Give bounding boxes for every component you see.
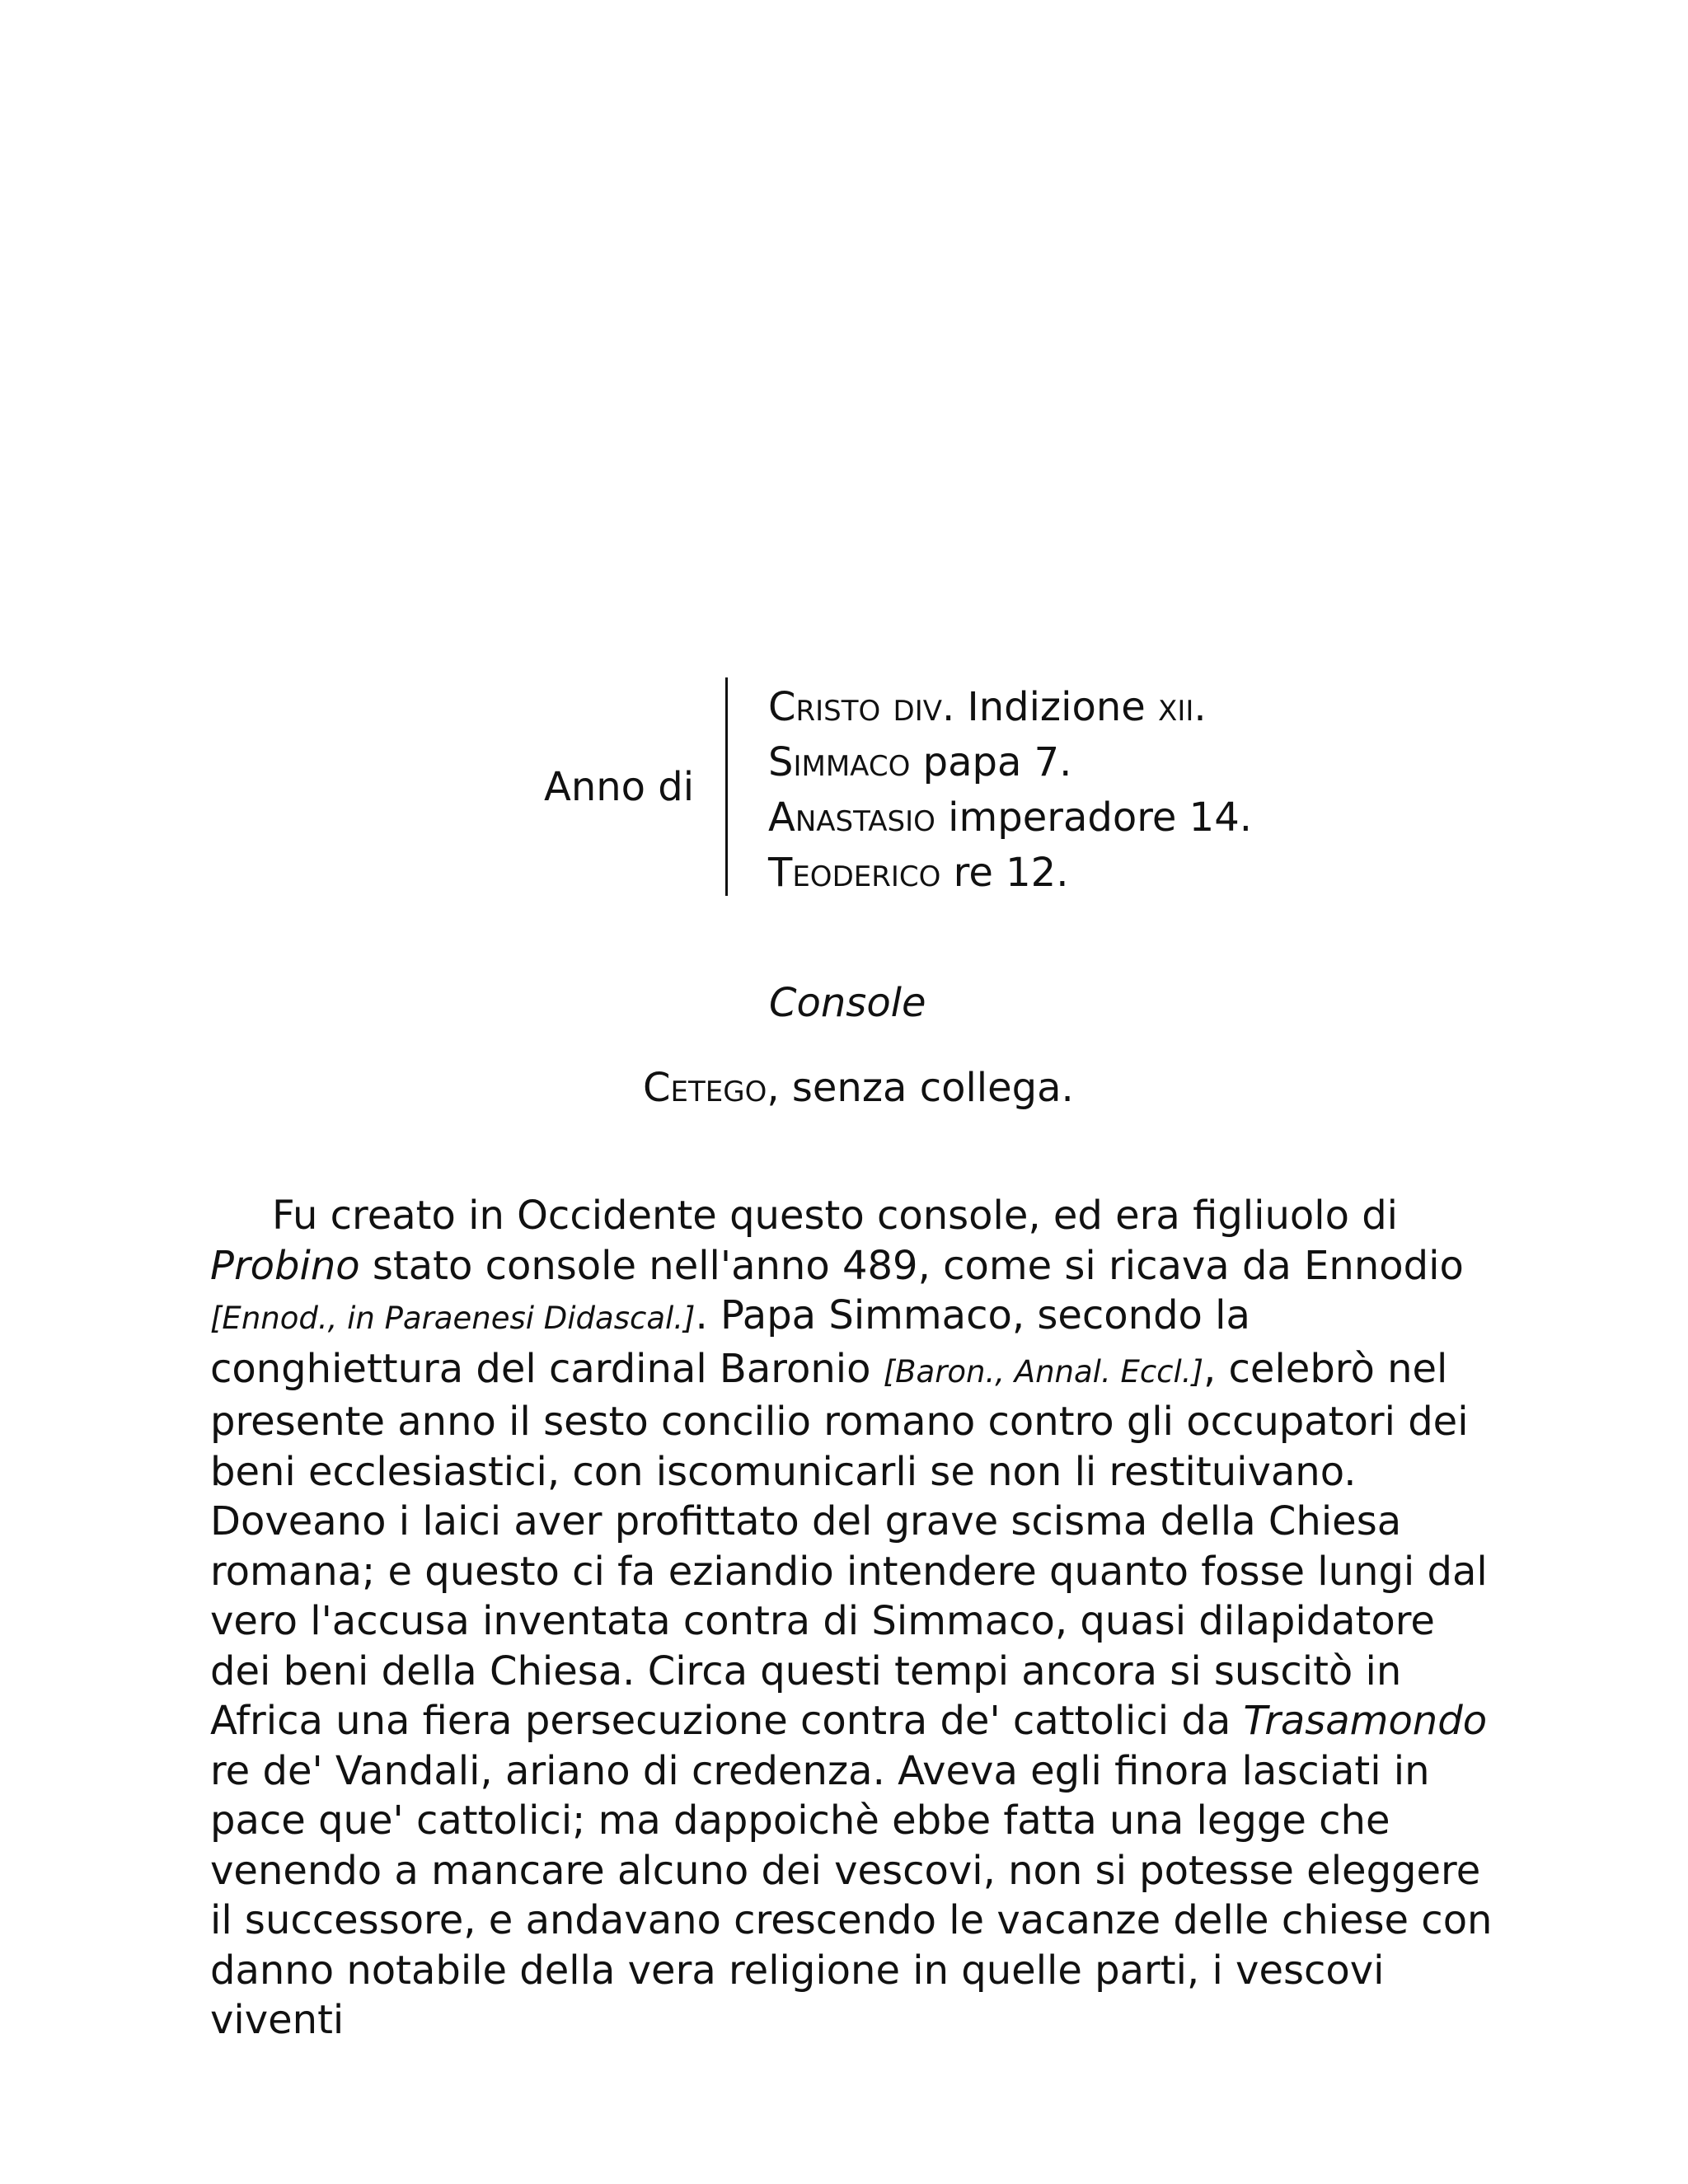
chronology-name: Cristo: [768, 684, 881, 730]
chronology-text: re 12.: [940, 850, 1069, 896]
citation-baronio: [Baron., Annal. Eccl.]: [883, 1353, 1204, 1390]
chronology-list: [768, 680, 1252, 901]
anno-label: Anno di: [544, 764, 695, 810]
chronology-div: div: [880, 684, 943, 730]
consul-name: Cetego: [643, 1065, 767, 1111]
chronology-text: imperadore 14.: [935, 794, 1253, 841]
chronology-line-simmaco: [768, 735, 1252, 790]
body-text-segment: , celebrò nel presente anno il sesto concilio romano contro gli occupatori dei beni ecclesiastici, con iscomunicarli se non li restituivano. Doveano i laici aver profittato del grave scisma della Chiesa romana; e questo ci fa eziandio intendere quanto fosse lungi dal vero l'accusa inventata contra di Simmaco, quasi dilapidatore dei beni della Chiesa. Circa questi tempi ancora si suscitò in Africa una fiera persecuzione contra de' cattolici da: [210, 1345, 1488, 1744]
body-paragraph: [210, 1191, 1496, 2046]
chronology-indiction: xii: [1158, 684, 1194, 730]
chronology-text: . Indizione: [942, 684, 1159, 730]
body-text-segment: re de' Vandali, ariano di credenza. Aveva egli finora lasciati in pace que' cattolici; ma dappoichè ebbe fatta una legge che venendo a mancare alcuno dei vescovi, non si potesse eleggere il successore, e andavano crescendo le vacanze delle chiese con danno notabile della vera religione in quelle parti, i vescovi viventi: [210, 1747, 1493, 2043]
chronology-name: Simmaco: [768, 739, 911, 785]
vertical-rule: [725, 677, 728, 896]
chronology-period: .: [1193, 684, 1207, 730]
body-text-segment: . Papa Simmaco, secondo la conghiettura del cardinal Baronio: [210, 1292, 1250, 1392]
console-name: [643, 1063, 1074, 1113]
body-text-segment: Fu creato in Occidente questo console, ed era figliuolo di: [272, 1193, 1399, 1239]
chronology-text: papa 7.: [910, 739, 1072, 785]
chronology-line-teoderico: [768, 846, 1252, 901]
console-heading: Console: [769, 980, 926, 1026]
chronology-line-anastasio: [768, 790, 1252, 846]
name-probino: Probino: [210, 1242, 360, 1289]
name-trasamondo: Trasamondo: [1243, 1698, 1488, 1744]
consul-note: , senza collega.: [767, 1065, 1074, 1111]
chronology-name: Anastasio: [768, 794, 935, 841]
chronology-line-cristo: [768, 680, 1252, 735]
citation-ennodio: [Ennod., in Paraenesi Didascal.]: [210, 1301, 696, 1336]
body-text-segment: stato console nell'anno 489, come si ricava da Ennodio: [359, 1242, 1464, 1289]
chronology-name: Teoderico: [768, 850, 941, 896]
